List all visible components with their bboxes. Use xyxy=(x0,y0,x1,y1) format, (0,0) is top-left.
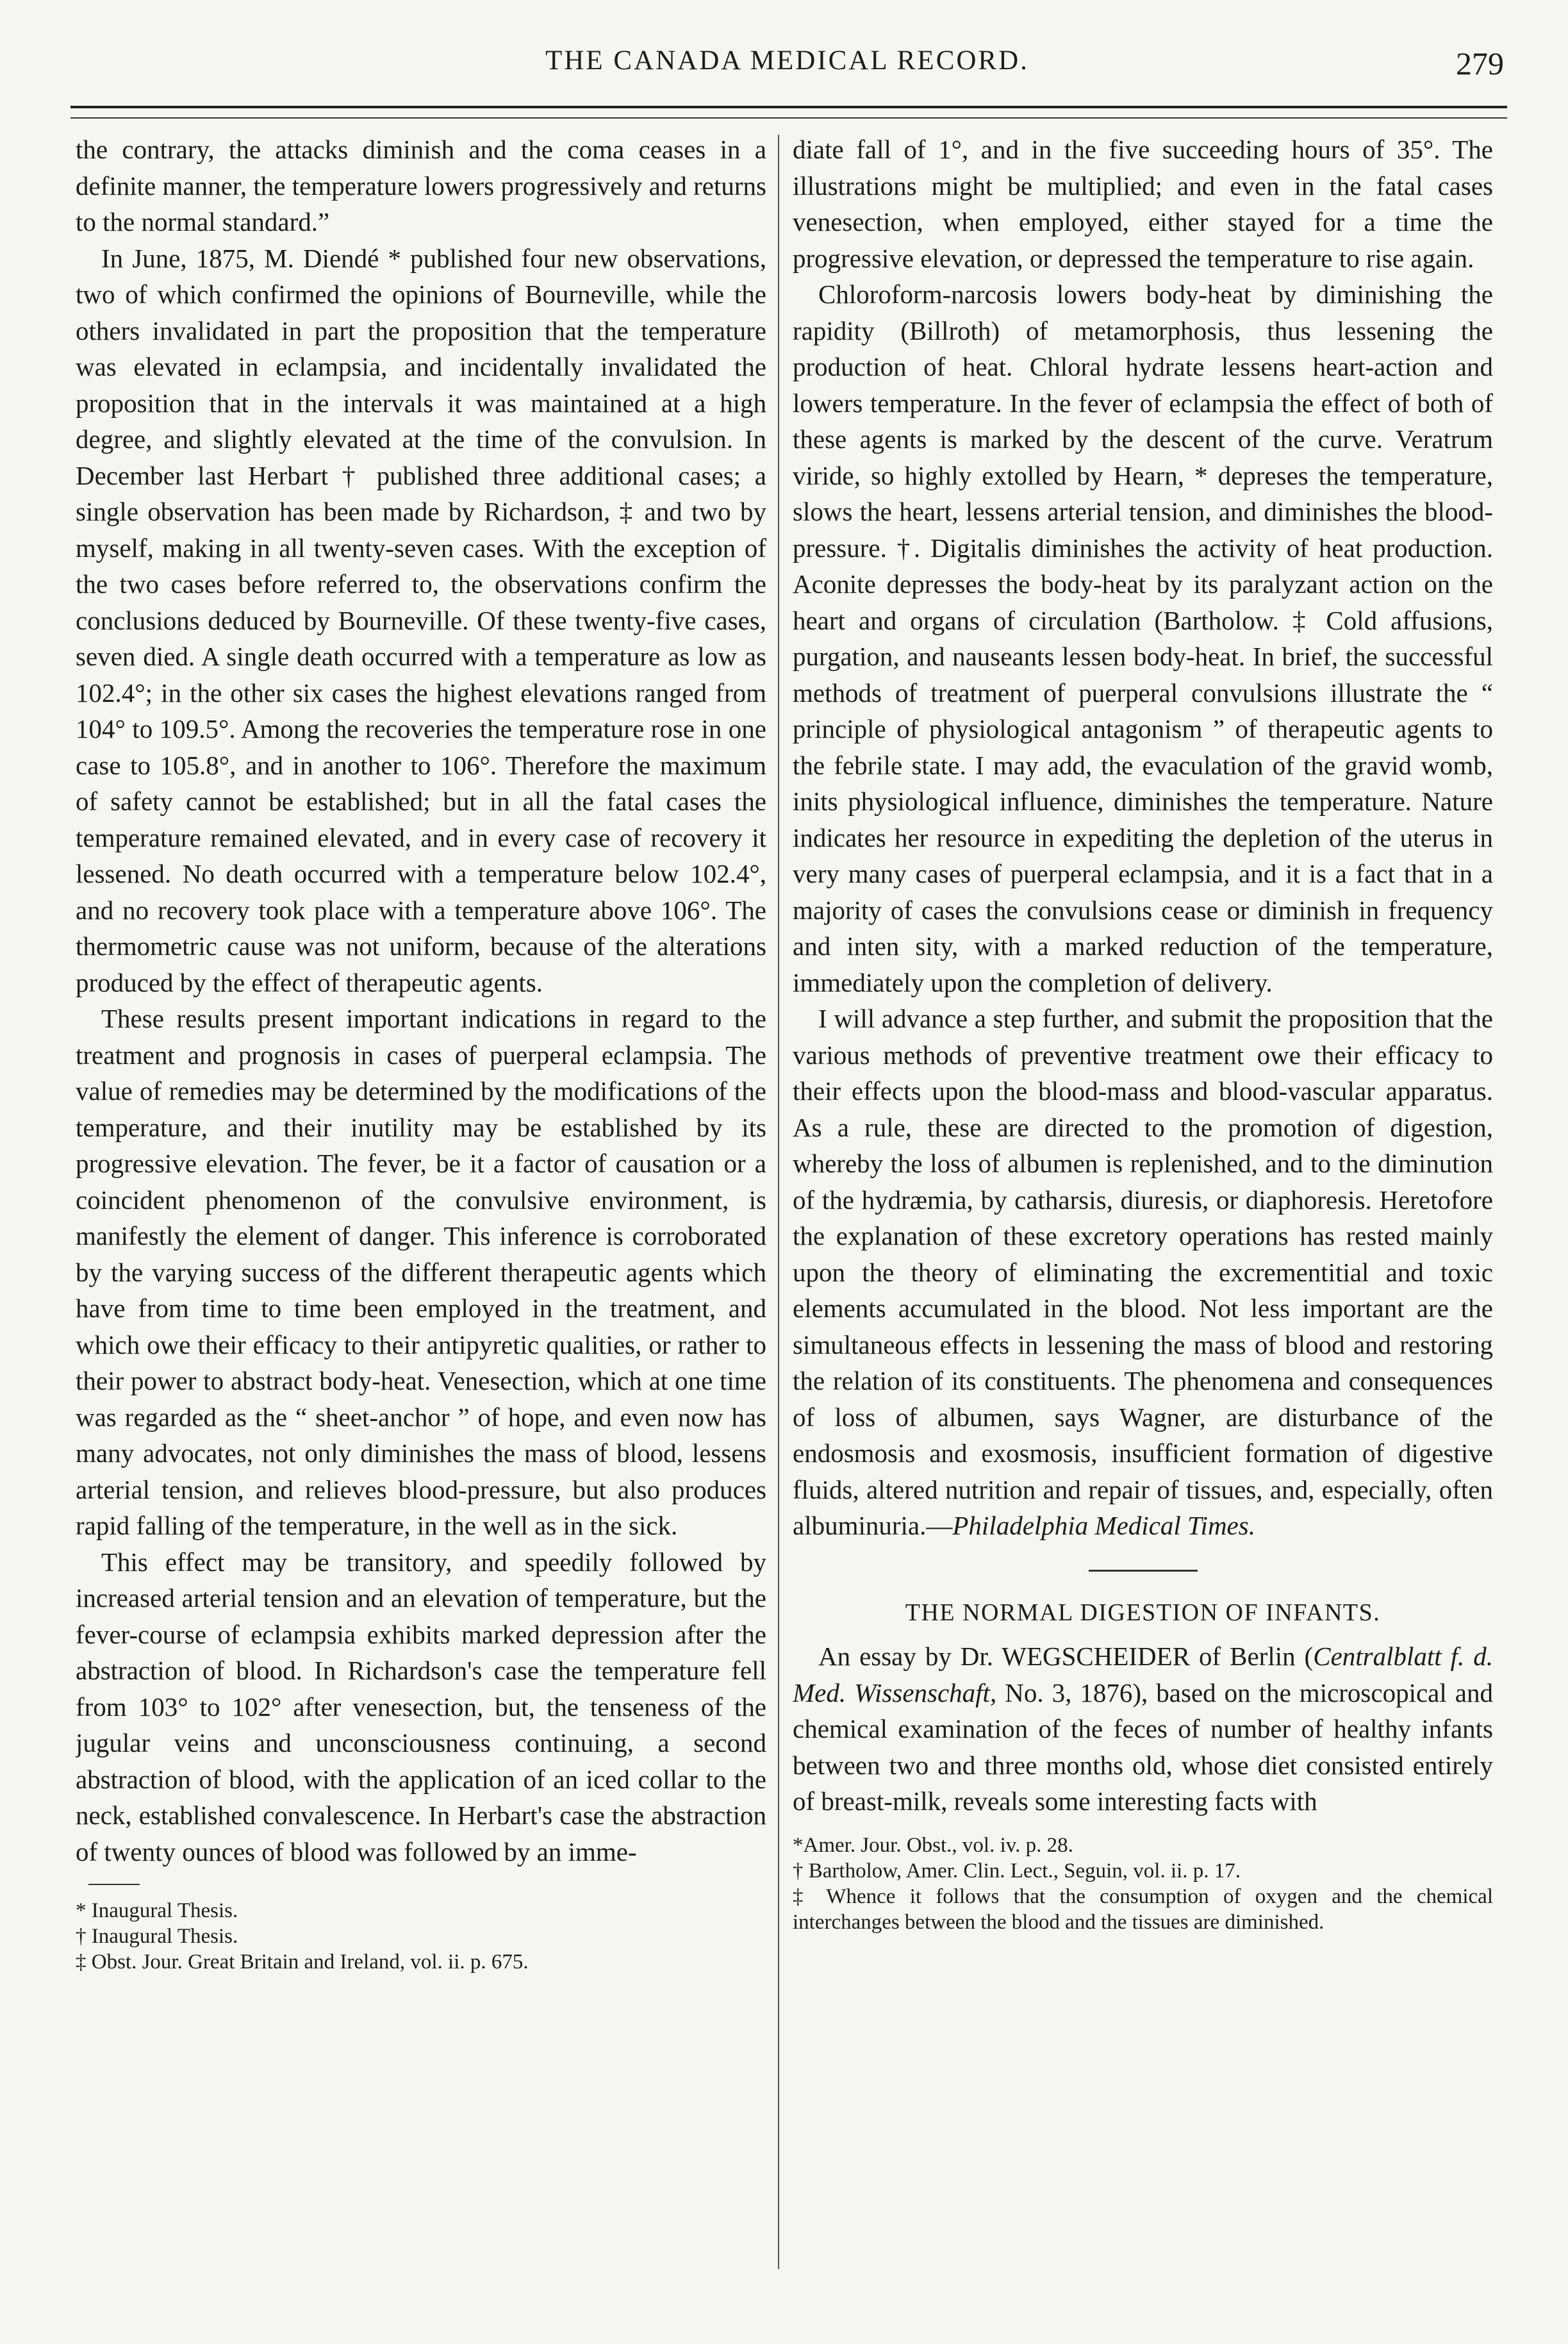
footnotes xyxy=(76,1898,766,1975)
left-column xyxy=(76,131,766,2298)
paragraph: the contrary, the attacks diminish and the coma ceases in a definite manner, the temperature lowers progressively and returns to the normal standard.” xyxy=(76,135,766,237)
footnote: ‡ Obst. Jour. Great Britain and Ireland, vol. ii. p. 675. xyxy=(76,1950,529,1974)
running-header xyxy=(70,45,1504,90)
page-number: 279 xyxy=(1456,46,1504,81)
paragraph: In June, 1875, M. Diendé * published four new observations, two of which confirmed the opinions of Bourneville, while the others invalidated in part the proposition that the temperature was elevated in eclampsia, and incidentally invalidated the proposition that in the intervals it was maintained at a high degree, and slightly elevated at the time of the convulsion. In December last Herbart † published three additional cases; a single observation has been made by Richardson, ‡ and two by myself, making in all twenty-seven cases. With the exception of the two cases before referred to, the observations confirm the conclusions deduced by Bourneville. Of these twenty-five cases, seven died. A single death occurred with a temperature as low as 102.4°; in the other six cases the highest elevations ranged from 104° to 109.5°. Among the recoveries the temperature rose in one case to 105.8°, and in another to 106°. Therefore the maximum of safety cannot be established; but in all the fatal cases the temperature remained elevated, and in every case of recovery it lessened. No death occurred with a temperature below 102.4°, and no recovery took place with a temperature above 106°. The thermometric cause was not uniform, because of the alterations produced by the effect of therapeutic agents. xyxy=(76,243,766,997)
paragraph: These results present important indications in regard to the treatment and prognosis in cases of puerperal eclampsia. The value of remedies may be determined by the modifications of the temperature, and their inutility may be established by its progressive elevation. The fever, be it a factor of causation or a coincident phenomenon of the convulsive environment, is manifestly the element of danger. This inference is corroborated by the varying success of the different therapeutic agents which have from time to time been employed in the treatment, and which owe their efficacy to their antipyretic qualities, or rather to their power to abstract body-heat. Venesection, which at one time was regarded as the “ sheet-anchor ” of hope, and even now has many advocates, not only diminishes the mass of blood, lessens arterial tension, and relieves blood-pressure, but also produces rapid falling of the temperature, in the well as in the sick. xyxy=(76,1004,766,1540)
paragraph-text: I will advance a step further, and submit the proposition that the various methods of preventive treatment owe their efficacy to their effects upon the blood-mass and blood-vascular apparatus. As a rule, these are directed to the promotion of digestion, whereby the loss of albumen is replenished, and to the diminution of the hydræmia, by catharsis, diuresis, or diaphoresis. Heretofore the explanation of these excretory operations has rested mainly upon the theory of eliminating the excrementitial and toxic elements accumulated in the blood. Not less important are the simultaneous effects in lessening the mass of blood and restoring the relation of its constituents. The phenomena and consequences of loss of albumen, says Wagner, are disturbance of the endosmosis and exosmosis, insufficient formation of digestive fluids, altered nutrition and repair of tissues, and, especially, often albuminuria.— xyxy=(793,1004,1493,1540)
footnote: * Inaugural Thesis. xyxy=(76,1899,238,1922)
footnote: *Amer. Jour. Obst., vol. iv. p. 28. xyxy=(793,1833,1073,1857)
source-citation: Philadelphia Medical Times. xyxy=(952,1511,1255,1540)
paragraph xyxy=(793,1001,1493,1544)
paragraph: diate fall of 1°, and in the five succeeding hours of 35°. The illustrations might be multiplied; and even in the fatal cases venesection, when employed, either stayed for a time the progressive elevation, or depressed the temperature to rise again. xyxy=(793,135,1493,273)
journal-citation: Centralblatt f. d. Med. Wissenschaft, xyxy=(793,1642,1493,1708)
paragraph: Chloroform-narcosis lowers body-heat by diminishing the rapidity (Billroth) of metamorphosis, thus lessening the production of heat. Chloral hydrate lessens heart-action and lowers temperature. In the fever of eclampsia the effect of both of these agents is marked by the descent of the curve. Veratrum viride, so highly extolled by Hearn, * depreses the temperature, slows the heart, lessens arterial tension, and diminishes the blood-pressure. †. Digitalis diminishes the activity of heat production. Aconite depresses the body-heat by its paralyzant action on the heart and organs of circulation (Bartholow. ‡ Cold affusions, purgation, and nauseants lessen body-heat. In brief, the successful methods of treatment of puerperal convulsions illustrate the “ principle of physiological antagonism ” of therapeutic agents to the febrile state. I may add, the evaculation of the gravid womb, inits physiological influence, diminishes the temperature. Nature indicates her resource in expediting the depletion of the uterus in very many cases of puerperal eclampsia, and it is a fact that in a majority of cases the convulsions cease or diminish in frequency and inten sity, with a marked reduction of the temperature, immediately upon the completion of delivery. xyxy=(793,279,1493,997)
paragraph xyxy=(793,1638,1493,1820)
footnotes xyxy=(793,1833,1493,1935)
paragraph-text: An essay by Dr. WEGSCHEIDER of Berlin ( xyxy=(818,1642,1314,1671)
journal-title: THE CANADA MEDICAL RECORD. xyxy=(545,46,1029,76)
right-column xyxy=(793,131,1493,2298)
footnote-rule xyxy=(88,1884,140,1885)
section-title: THE NORMAL DIGESTION OF INFANTS. xyxy=(905,1599,1381,1626)
paragraph: This effect may be transitory, and speedily followed by increased arterial tension and an elevation of temperature, but the fever-course of eclampsia exhibits marked depression after the abstraction of blood. In Richardson's case the temperature fell from 103° to 102° after venesection, but, the tenseness of the jugular veins and unconsciousness continuing, a second abstraction of blood, with the application of an iced collar to the neck, established convalescence. In Herbart's case the abstraction of twenty ounces of blood was followed by an imme- xyxy=(76,1547,766,1866)
header-rule-thin xyxy=(70,117,1507,119)
section-rule xyxy=(1089,1570,1198,1572)
paragraph-text: No. 3, 1876), based on the microscopical and chemical examination of the feces of number of healthy infants between two and three months old, whose diet consisted entirely of breast-milk, reveals some interesting facts with xyxy=(793,1677,1493,1816)
footnote: ‡ Whence it follows that the consumption of oxygen and the chemical interchanges between the blood and the tissues are diminished. xyxy=(793,1884,1493,1934)
footnote: † Inaugural Thesis. xyxy=(76,1925,238,1948)
column-divider xyxy=(778,135,779,2269)
footnote: † Bartholow, Amer. Clin. Lect., Seguin, vol. ii. p. 17. xyxy=(793,1859,1241,1883)
header-rule xyxy=(70,106,1507,108)
